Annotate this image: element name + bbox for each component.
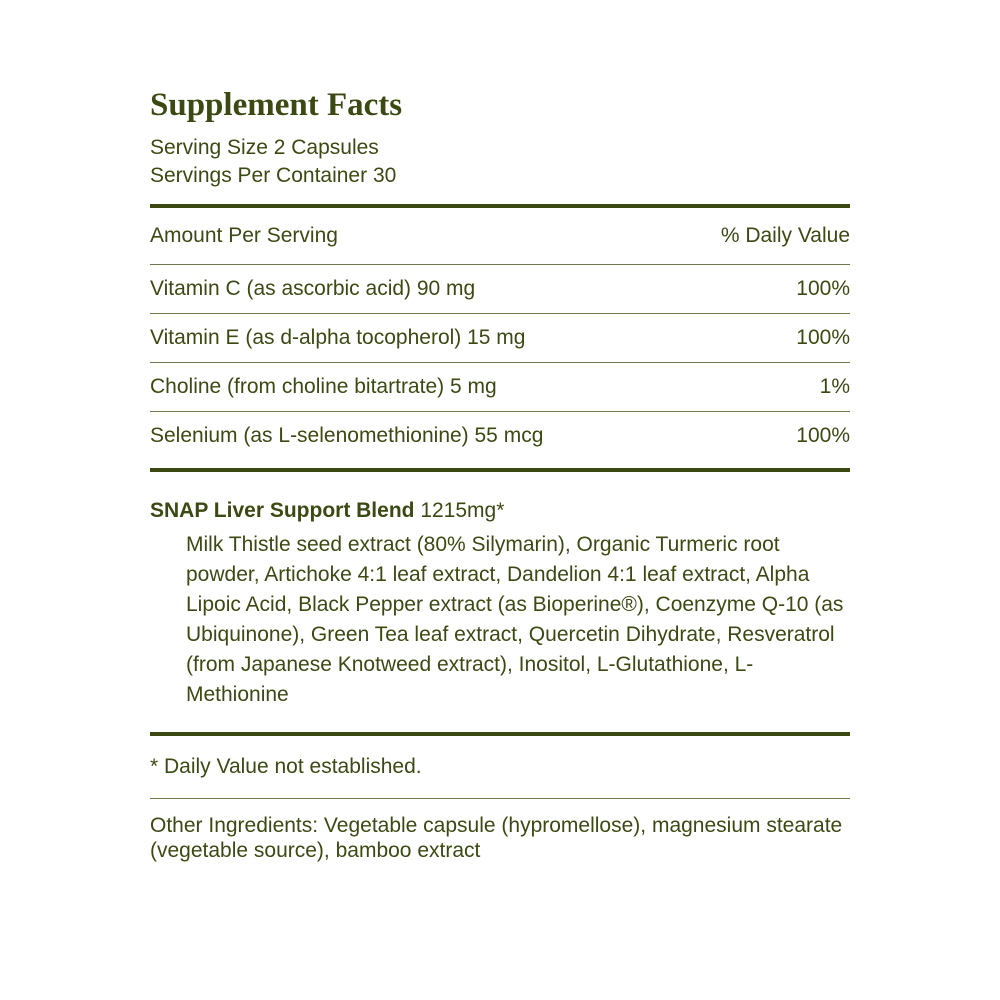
nutrient-dv: 100% [796,424,850,447]
supplement-facts-panel [150,86,850,863]
table-header [150,208,850,264]
daily-value-footnote: * Daily Value not established. [150,755,422,778]
nutrient-row [150,265,850,313]
nutrient-row [150,363,850,411]
nutrient-dv: 1% [819,375,850,398]
blend-ingredients: Milk Thistle seed extract (80% Silymarin), Organic Turmeric root powder, Artichoke 4:1 leaf extract, Dandelion 4:1 leaf extract, Alpha Lipoic Acid, Black Pepper extract (as Bioperine®), Coenzyme Q-10 (as Ubiquinone), Green Tea leaf extract, Quercetin Dihydrate, Resveratrol (from Japanese Knotweed extract), Inositol, L-Glutathione, L-Methionine [186,533,844,706]
amount-per-serving-label: Amount Per Serving [150,224,338,247]
blend-heading [150,496,850,526]
nutrient-dv: 100% [796,277,850,300]
proprietary-blend [150,472,850,732]
nutrient-dv: 100% [796,326,850,349]
other-ingredients: Other Ingredients: Vegetable capsule (hypromellose), magnesium stearate (vegetable source), bamboo extract [150,814,843,862]
nutrient-row [150,314,850,362]
nutrient-name: Vitamin E (as d-alpha tocopherol) 15 mg [150,326,526,349]
nutrient-row [150,412,850,460]
nutrient-name: Choline (from choline bitartrate) 5 mg [150,375,497,398]
nutrient-name: Vitamin C (as ascorbic acid) 90 mg [150,277,476,300]
daily-value-label: % Daily Value [720,224,850,247]
blend-name: SNAP Liver Support Blend [150,499,415,522]
serving-size: Serving Size 2 Capsules [150,136,379,159]
blend-amount: 1215mg* [414,499,505,522]
nutrient-name: Selenium (as L-selenomethionine) 55 mcg [150,424,544,447]
servings-per-container: Servings Per Container 30 [150,164,397,187]
panel-title: Supplement Facts [150,87,403,123]
